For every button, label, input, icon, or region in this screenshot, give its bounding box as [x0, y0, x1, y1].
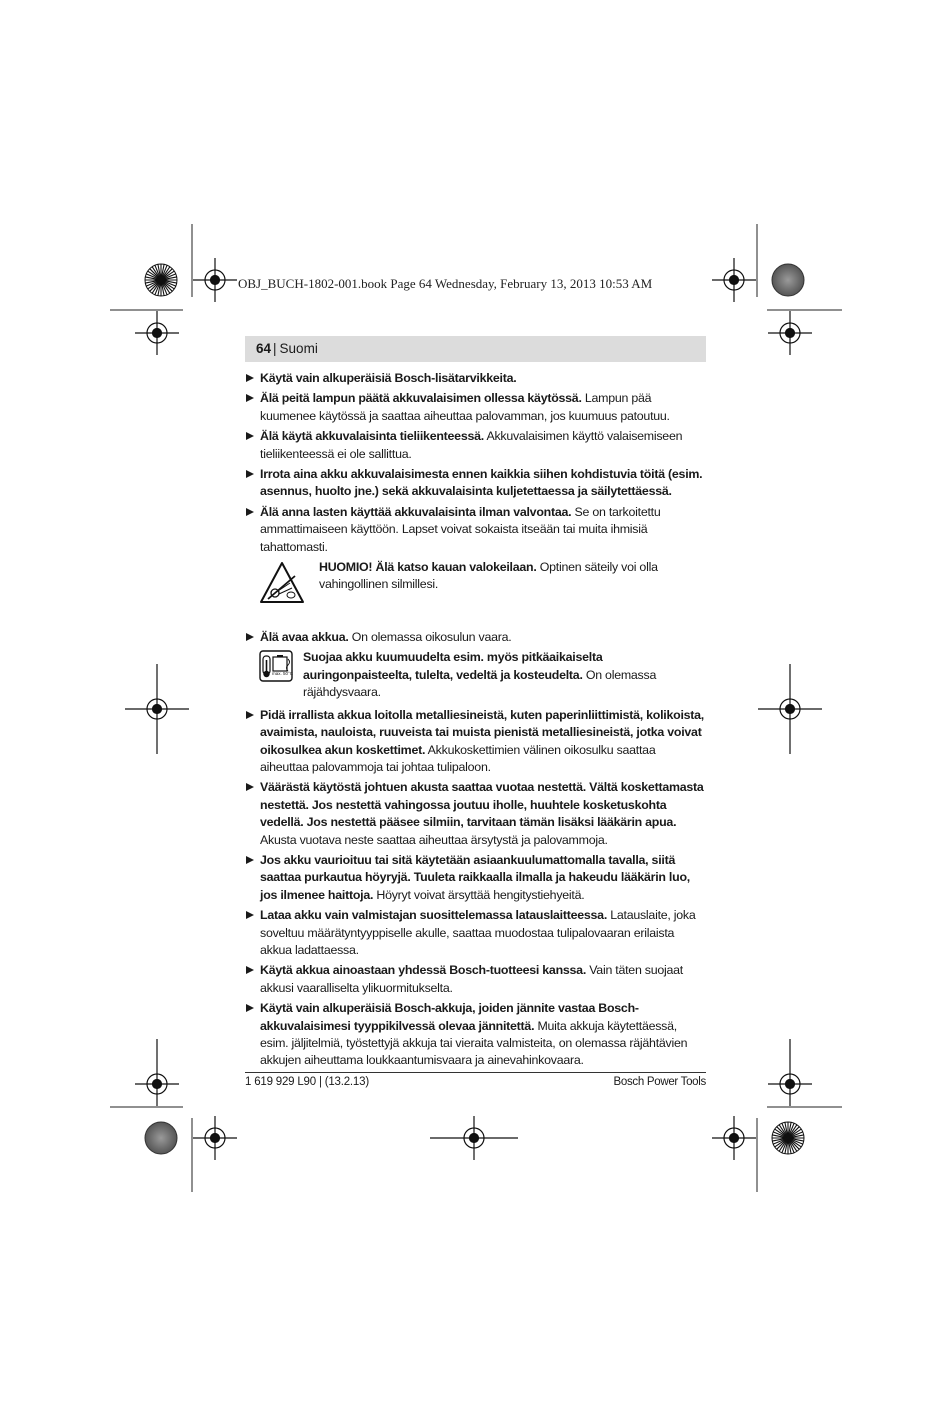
- item-text: Akkukoskettimien välinen oikosulku saattaa aiheuttaa palovammoja tai johtaa tulipaloon.: [260, 742, 656, 774]
- list-item: [245, 707, 706, 777]
- header-language: Suomi: [279, 341, 318, 356]
- list-item: [245, 466, 706, 501]
- item-bold-text: Lataa akku vain valmistajan suosittelemassa latauslaitteessa.: [260, 908, 608, 923]
- bullet-triangle-icon: [246, 966, 254, 974]
- safety-instructions: [245, 370, 706, 1073]
- bullet-triangle-icon: [246, 508, 254, 516]
- item-bold-text: Irrota aina akku akkuvalaisimesta ennen kaikkia siihen kohdistuvia töitä (esim. asennus, huolto jne.) sekä akkuvalaisinta kuljetettaessa ja säilytettäessä.: [260, 467, 703, 499]
- list-item: [245, 370, 706, 387]
- footer-brand: Bosch Power Tools: [613, 1076, 706, 1088]
- item-text: Latauslaite, joka soveltuu määrätyntyyppiselle akulle, saattaa muodostaa tulipalovaaran erilaista akkua ladattaessa.: [260, 908, 696, 957]
- item-bold-text: Älä käytä akkuvalaisinta tieliikenteessä.: [260, 429, 484, 444]
- item-text: Se on tarkoitettu ammattimaiseen käyttöön. Lapset voivat sokaista itseään tai muita ihmisiä tahattomasti.: [260, 504, 661, 554]
- footer-document-number: 1 619 929 L90 | (13.2.13): [245, 1076, 369, 1088]
- bullet-triangle-icon: [246, 856, 254, 864]
- bullet-triangle-icon: [246, 394, 254, 402]
- list-item: [245, 428, 706, 463]
- bullet-triangle-icon: [246, 911, 254, 919]
- list-item: [245, 907, 706, 959]
- list-item: [245, 852, 706, 904]
- item-text: Lampun pää kuumenee käytössä ja saattaa aiheuttaa palovamman, jos kuumuus patoutuu.: [260, 391, 670, 423]
- item-bold-text: Älä peitä lampun päätä akkuvalaisimen ollessa käytössä.: [260, 391, 582, 406]
- item-text: Akusta vuotava neste saattaa aiheuttaa ärsytystä ja palovammoja.: [260, 832, 608, 847]
- item-text: Höyryt voivat ärsyttää hengitystiehyeitä.: [373, 887, 585, 902]
- item-bold-text: Älä avaa akkua.: [260, 630, 349, 645]
- list-item: [245, 504, 706, 556]
- bullet-triangle-icon: [246, 374, 254, 382]
- bullet-triangle-icon: [246, 711, 254, 719]
- battery-temperature-icon: [259, 650, 293, 682]
- item-bold-text: Jos akku vaurioituu tai sitä käytetään asiaankuulumattomalla tavalla, siitä saattaa purkautua höyryjä. Tuuleta raikkaalla ilmalla ja hakeudu lääkärin luo, jos ilmenee haittoja.: [260, 852, 690, 902]
- item-text: Muita akkuja käytettäessä, esim. jäljitelmiä, työstettyjä akkuja tai vieraita valmisteita, on olemassa räjähtävien akkujen aiheuttama loukkaantumisvaara ja ainevahinkovaara.: [260, 1018, 688, 1068]
- page-number: 64: [256, 341, 272, 356]
- item-bold-text: Väärästä käytöstä johtuen akusta saattaa vuotaa nestettä. Vältä koskettamasta nestettä. Jos nestettä vahingossa joutuu iholle, huuhtele kosketuskohta vedellä. Jos nestettä pääsee silmiin, tarvitaan tämän lisäksi lääkärin apua.: [260, 780, 704, 830]
- heat-bold-text: Suojaa akku kuumuudelta esim. myös pitkäaikaiselta auringonpaisteelta, tulelta, vedeltä ja kosteudelta.: [303, 650, 603, 682]
- list-item: [245, 390, 706, 425]
- heat-warning-block: [245, 649, 706, 701]
- temperature-label: max. 50°C: [272, 671, 294, 677]
- header-separator: |: [273, 341, 277, 356]
- list-item: [245, 629, 706, 646]
- list-item: [245, 1000, 706, 1070]
- item-bold-text: Käytä vain alkuperäisiä Bosch-lisätarvikkeita.: [260, 371, 517, 385]
- footer-rule: [245, 1072, 706, 1073]
- bullet-triangle-icon: [246, 633, 254, 641]
- light-warning-block: [245, 559, 706, 615]
- item-bold-text: Käytä vain alkuperäisiä Bosch-akkuja, joiden jännite vastaa Bosch-akkuvalaisimesi tyyppikilvessä olevaa jännitettä.: [260, 1001, 639, 1033]
- item-bold-text: Käytä akkua ainoastaan yhdessä Bosch-tuotteesi kanssa.: [260, 963, 587, 978]
- bullet-triangle-icon: [246, 783, 254, 791]
- list-item: [245, 779, 706, 849]
- heat-text: On olemassa räjähdysvaara.: [303, 667, 657, 700]
- warning-text: Optinen säteily voi olla vahingollinen silmillesi.: [319, 560, 658, 592]
- print-slug-line: OBJ_BUCH-1802-001.book Page 64 Wednesday, February 13, 2013 10:53 AM: [238, 276, 653, 291]
- item-bold-text: Älä anna lasten käyttää akkuvalaisinta ilman valvontaa.: [260, 504, 572, 519]
- list-item: [245, 962, 706, 997]
- bullet-triangle-icon: [246, 432, 254, 440]
- bullet-triangle-icon: [246, 1004, 254, 1012]
- no-stare-light-warning-icon: [259, 561, 305, 605]
- item-text: Akkuvalaisimen käyttö valaisemiseen tieliikenteessä ei ole sallittua.: [260, 429, 683, 461]
- bullet-triangle-icon: [246, 470, 254, 478]
- item-text: On olemassa oikosulun vaara.: [348, 630, 512, 645]
- item-bold-text: Pidä irrallista akkua loitolla metalliesineistä, kuten paperinliittimistä, kolikoista, avaimista, nauloista, ruuveista tai muista pienistä metalliesineistä, jotka voivat oikosulkea akun koskettimet.: [260, 707, 704, 757]
- running-header: [245, 336, 706, 362]
- warning-bold-text: HUOMIO! Älä katso kauan valokeilaan.: [319, 560, 537, 575]
- item-text: Vain täten suojaat akkusi vaaralliselta ylikuormitukselta.: [260, 963, 683, 995]
